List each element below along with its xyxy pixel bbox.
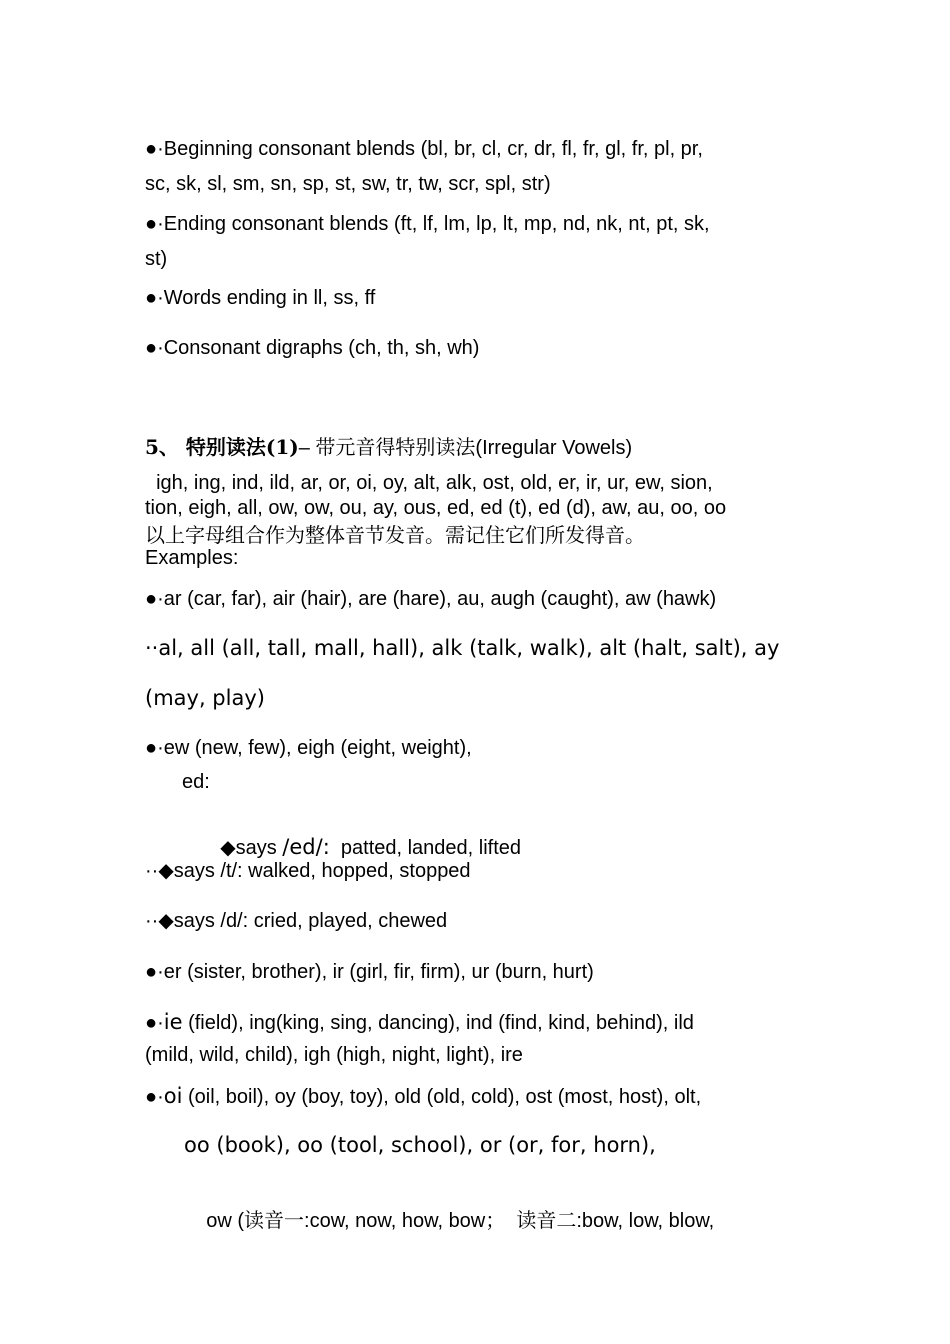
- example-ie-line2: (mild, wild, child), igh (high, night, light), ire: [145, 1044, 523, 1066]
- ow-reading1: :cow, now, how, bow；: [304, 1210, 517, 1232]
- vowel-list-line1: igh, ing, ind, ild, ar, or, oi, oy, alt, alk, ost, old, er, ir, ur, ew, sion,: [145, 472, 713, 494]
- ow-reading2-label: 读音二: [516, 1208, 577, 1232]
- ie-bullet: ●·: [145, 1012, 164, 1034]
- example-ow: [184, 1184, 714, 1257]
- ow-prefix: ow (: [206, 1210, 245, 1232]
- example-ew: ●·ew (new, few), eigh (eight, weight),: [145, 737, 472, 759]
- bullet-words-ending: ●·Words ending in ll, ss, ff: [145, 287, 376, 309]
- example-ar: ●·ar (car, far), air (hair), are (hare), au, augh (caught), aw (hawk): [145, 588, 717, 610]
- example-al-line2: (may, play): [145, 686, 265, 710]
- example-er: ●·er (sister, brother), ir (girl, fir, firm), ur (burn, hurt): [145, 961, 594, 983]
- ed-examples: patted, landed, lifted: [329, 837, 522, 859]
- ow-reading1-label: 读音一: [244, 1208, 305, 1232]
- oi-bullet: ●·: [145, 1086, 164, 1108]
- bullet-ending-blends-line1: ●·Ending consonant blends (ft, lf, lm, lp, lt, mp, nd, nk, nt, pt, sk,: [145, 213, 710, 235]
- oi-key: oi: [163, 1084, 183, 1108]
- vowel-list-line2: tion, eigh, all, ow, ow, ou, ay, ous, ed, ed (t), ed (d), aw, au, oo, oo: [145, 497, 727, 519]
- bullet-ending-blends-line2: st): [145, 248, 168, 270]
- heading-chinese: 带元音得特别读法: [315, 435, 476, 459]
- bullet-beginning-blends-line2: sc, sk, sl, sm, sn, sp, st, sw, tr, tw, scr, spl, str): [145, 173, 551, 195]
- ie-rest: (field), ing(king, sing, dancing), ind (find, kind, behind), ild: [182, 1012, 694, 1034]
- ow-reading2: :bow, low, blow,: [576, 1210, 715, 1232]
- oi-rest: (oil, boil), oy (boy, toy), old (old, cold), ost (most, host), olt,: [182, 1086, 702, 1108]
- example-oo: oo (book), oo (tool, school), or (or, for, horn),: [184, 1133, 656, 1157]
- example-al-line1: ··al, all (all, tall, mall, hall), alk (talk, walk), alt (halt, salt), ay: [145, 636, 780, 660]
- bullet-consonant-digraphs: ●·Consonant digraphs (ch, th, sh, wh): [145, 337, 480, 359]
- ed-says-prefix: ◆says: [220, 837, 283, 859]
- section-heading: [145, 435, 632, 460]
- example-ie-line1: [145, 1010, 694, 1035]
- heading-dash: –: [298, 437, 316, 459]
- ed-phoneme: /ed/:: [282, 835, 330, 859]
- ie-key: ie: [163, 1010, 183, 1034]
- chinese-note: 以上字母组合作为整体音节发音。需记住它们所发得音。: [145, 523, 645, 547]
- example-ed-says-t: ··◆says /t/: walked, hopped, stopped: [145, 860, 471, 882]
- bullet-beginning-blends-line1: ●·Beginning consonant blends (bl, br, cl, cr, dr, fl, fr, gl, fr, pl, pr,: [145, 138, 703, 160]
- heading-number-title: 5、 特别读法(1): [145, 435, 299, 459]
- heading-english: (Irregular Vowels): [475, 437, 633, 459]
- examples-label: Examples:: [145, 547, 239, 569]
- example-ed-says-d: ··◆says /d/: cried, played, chewed: [145, 910, 448, 932]
- example-ed-label: ed:: [182, 771, 210, 793]
- example-oi: [145, 1084, 701, 1109]
